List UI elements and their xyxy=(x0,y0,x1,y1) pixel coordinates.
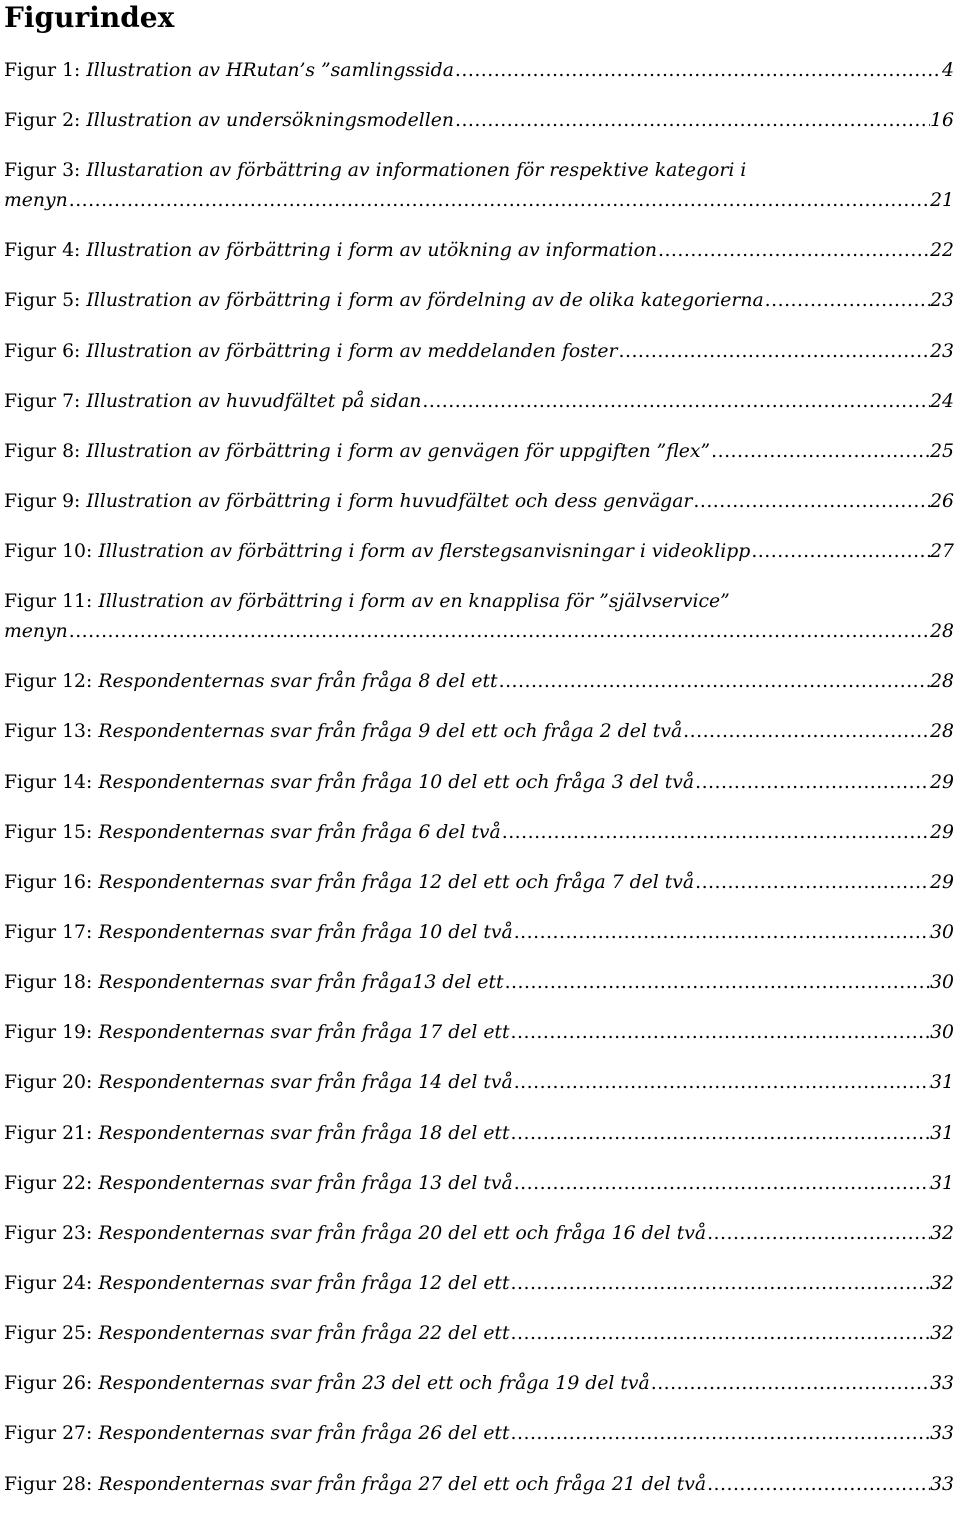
figure-label: Figur 23: xyxy=(4,1222,93,1244)
figure-entry-row xyxy=(4,918,954,948)
figure-title: Respondenternas svar från fråga 10 del ett och fråga 3 del två xyxy=(98,771,695,793)
figure-title: Illustration av förbättring i form av meddelanden foster xyxy=(86,340,618,362)
dot-leader xyxy=(692,487,930,517)
dot-leader xyxy=(501,818,930,848)
figure-label: Figur 7: xyxy=(4,390,81,412)
figure-entry-row xyxy=(4,818,954,848)
figure-title: Respondenternas svar från fråga 12 del ett xyxy=(98,1272,510,1294)
figure-entry-row xyxy=(4,1419,954,1449)
figure-index-list xyxy=(4,56,954,1520)
figure-page-number: 32 xyxy=(930,1323,954,1345)
dot-leader xyxy=(510,1018,931,1048)
figure-entry-row xyxy=(4,106,954,136)
figure-label: Figur 28: xyxy=(4,1473,93,1495)
figure-entry-row xyxy=(4,968,954,998)
figure-page-number: 16 xyxy=(930,110,954,132)
figure-label: Figur 22: xyxy=(4,1172,93,1194)
figure-entry[interactable] xyxy=(4,537,954,587)
figure-entry-row xyxy=(4,717,954,747)
figure-title: Respondenternas svar från fråga 9 del ett och fråga 2 del två xyxy=(98,721,683,743)
figure-label: Figur 10: xyxy=(4,541,93,563)
figure-title: Respondenternas svar från fråga 10 del två xyxy=(98,921,513,943)
figure-entry[interactable] xyxy=(4,1119,954,1169)
figure-title: Respondenternas svar från fråga 20 del ett och fråga 16 del två xyxy=(98,1222,707,1244)
dot-leader xyxy=(513,1169,930,1199)
figure-label: Figur 5: xyxy=(4,290,81,312)
figure-page-number: 4 xyxy=(942,60,954,81)
figure-entry-row xyxy=(4,1068,954,1098)
figure-entry-row xyxy=(4,537,954,567)
dot-leader xyxy=(710,437,930,467)
figure-page-number: 33 xyxy=(930,1423,954,1445)
dot-leader xyxy=(706,1470,930,1500)
figure-title: Illustaration av förbättring av informationen för respektive kategori i xyxy=(86,160,747,182)
figure-title: Illustration av huvudfältet på sidan xyxy=(86,390,422,412)
figure-entry[interactable] xyxy=(4,1219,954,1269)
figure-page-number: 31 xyxy=(930,1072,954,1094)
dot-leader xyxy=(513,918,930,948)
figure-label: Figur 26: xyxy=(4,1373,93,1395)
figure-entry-row xyxy=(4,1119,954,1149)
figure-title: Respondenternas svar från fråga 17 del ett xyxy=(98,1022,510,1044)
figure-entry-row xyxy=(4,1269,954,1299)
figure-page-number: 30 xyxy=(930,972,954,994)
figure-page-number: 27 xyxy=(930,541,954,563)
dot-leader xyxy=(618,337,931,367)
figure-entry[interactable] xyxy=(4,818,954,868)
figure-page-number: 30 xyxy=(930,1022,954,1044)
dot-leader xyxy=(706,1219,930,1249)
figure-title: Respondenternas svar från fråga 12 del ett och fråga 7 del två xyxy=(98,871,695,893)
figure-title: Illustration av förbättring i form av fördelning av de olika kategorierna xyxy=(86,290,764,312)
figure-entry[interactable] xyxy=(4,1068,954,1118)
figure-title: Respondenternas svar från fråga 8 del ett xyxy=(98,671,498,693)
figure-title: Respondenternas svar från fråga 27 del ett och fråga 21 del två xyxy=(98,1473,707,1495)
figure-entry[interactable] xyxy=(4,437,954,487)
figure-entry[interactable] xyxy=(4,1419,954,1469)
dot-leader xyxy=(454,106,930,136)
figure-page-number: 28 xyxy=(930,721,954,743)
figure-entry[interactable] xyxy=(4,1369,954,1419)
dot-leader xyxy=(682,717,930,747)
figure-label: Figur 15: xyxy=(4,821,93,843)
figure-entry-row xyxy=(4,1319,954,1349)
figure-entry-row xyxy=(4,286,954,316)
figure-entry-row xyxy=(4,1169,954,1199)
figure-entry[interactable] xyxy=(4,156,954,236)
figure-label: Figur 16: xyxy=(4,871,93,893)
figure-label: Figur 2: xyxy=(4,110,81,132)
figure-entry-row xyxy=(4,387,954,417)
figure-entry[interactable] xyxy=(4,56,954,106)
figure-entry[interactable] xyxy=(4,1319,954,1369)
dot-leader xyxy=(513,1068,930,1098)
figure-title-continuation: menyn xyxy=(4,621,68,643)
figure-entry-row xyxy=(4,56,954,86)
dot-leader xyxy=(68,617,930,647)
figure-entry[interactable] xyxy=(4,587,954,667)
figure-label: Figur 19: xyxy=(4,1022,93,1044)
figure-page-number: 33 xyxy=(930,1473,954,1495)
figure-entry-row xyxy=(4,1470,954,1500)
figure-label: Figur 17: xyxy=(4,921,93,943)
figure-page-number: 21 xyxy=(930,190,954,212)
figure-page-number: 32 xyxy=(930,1222,954,1244)
figure-page-number: 23 xyxy=(930,290,954,312)
dot-leader xyxy=(657,236,930,266)
figure-entry[interactable] xyxy=(4,868,954,918)
figure-label: Figur 24: xyxy=(4,1272,93,1294)
dot-leader xyxy=(504,968,931,998)
figure-entry[interactable] xyxy=(4,918,954,968)
figure-label: Figur 14: xyxy=(4,771,93,793)
figure-entry-row xyxy=(4,156,954,186)
figure-label: Figur 12: xyxy=(4,671,93,693)
figure-page-number: 23 xyxy=(930,340,954,362)
figure-label: Figur 25: xyxy=(4,1323,93,1345)
figure-label: Figur 11: xyxy=(4,591,93,613)
figure-title: Respondenternas svar från fråga 22 del ett xyxy=(98,1323,510,1345)
dot-leader xyxy=(694,868,930,898)
figure-page-number: 32 xyxy=(930,1272,954,1294)
figure-entry-row xyxy=(4,768,954,798)
dot-leader xyxy=(510,1119,931,1149)
figure-label: Figur 8: xyxy=(4,440,81,462)
dot-leader xyxy=(498,667,931,697)
figure-label: Figur 18: xyxy=(4,972,93,994)
figure-page-number: 22 xyxy=(930,240,954,262)
dot-leader xyxy=(421,387,930,417)
dot-leader xyxy=(764,286,930,316)
figure-entry[interactable] xyxy=(4,236,954,286)
figure-entry[interactable] xyxy=(4,667,954,717)
figure-page-number: 24 xyxy=(930,390,954,412)
figure-page-number: 31 xyxy=(930,1122,954,1144)
figure-label: Figur 20: xyxy=(4,1072,93,1094)
dot-leader xyxy=(650,1369,930,1399)
figure-page-number: 29 xyxy=(930,821,954,843)
figure-title-continuation: menyn xyxy=(4,190,68,212)
figure-page-number: 28 xyxy=(930,621,954,643)
figure-entry-row xyxy=(4,236,954,266)
figure-entry-row xyxy=(4,437,954,467)
dot-leader xyxy=(510,1319,931,1349)
figure-entry-row xyxy=(4,587,954,617)
figure-entry[interactable] xyxy=(4,387,954,437)
figure-entry[interactable] xyxy=(4,1269,954,1319)
figure-label: Figur 4: xyxy=(4,240,81,262)
figure-entry-row xyxy=(4,487,954,517)
figure-title: Respondenternas svar från 23 del ett och fråga 19 del två xyxy=(98,1373,650,1395)
figure-entry[interactable] xyxy=(4,106,954,156)
figure-entry[interactable] xyxy=(4,768,954,818)
dot-leader xyxy=(454,56,942,86)
figure-page-number: 33 xyxy=(930,1373,954,1395)
figure-entry-row xyxy=(4,868,954,898)
figure-label: Figur 9: xyxy=(4,490,81,512)
figure-page-number: 29 xyxy=(930,871,954,893)
figure-label: Figur 27: xyxy=(4,1423,93,1445)
figure-label: Figur 6: xyxy=(4,340,81,362)
figure-entry[interactable] xyxy=(4,487,954,537)
page-title: Figurindex xyxy=(4,1,175,34)
figure-label: Figur 1: xyxy=(4,60,81,81)
figure-page-number: 25 xyxy=(930,440,954,462)
figure-title: Illustration av förbättring i form av genvägen för uppgiften ”flex” xyxy=(86,440,711,462)
figure-title: Respondenternas svar från fråga13 del ett xyxy=(98,972,504,994)
figure-title: Respondenternas svar från fråga 18 del ett xyxy=(98,1122,510,1144)
figure-entry[interactable] xyxy=(4,337,954,387)
figure-label: Figur 13: xyxy=(4,721,93,743)
figure-page-number: 28 xyxy=(930,671,954,693)
figure-entry[interactable] xyxy=(4,1169,954,1219)
figure-entry-row xyxy=(4,1219,954,1249)
figure-page-number: 31 xyxy=(930,1172,954,1194)
figure-title: Illustration av förbättring i form huvudfältet och dess genvägar xyxy=(86,490,693,512)
figure-title: Illustration av undersökningsmodellen xyxy=(86,110,454,132)
figure-page-number: 30 xyxy=(930,921,954,943)
figure-entry-row xyxy=(4,1018,954,1048)
dot-leader xyxy=(510,1269,931,1299)
figure-title: Respondenternas svar från fråga 6 del två xyxy=(98,821,501,843)
dot-leader xyxy=(750,537,930,567)
figure-title: Illustration av förbättring i form av en knapplisa för ”självservice” xyxy=(98,591,730,613)
figure-title: Illustration av förbättring i form av flerstegsanvisningar i videoklipp xyxy=(98,541,751,563)
figure-page-number: 26 xyxy=(930,490,954,512)
figure-entry[interactable] xyxy=(4,286,954,336)
figure-title: Respondenternas svar från fråga 13 del två xyxy=(98,1172,513,1194)
figure-title: Respondenternas svar från fråga 14 del två xyxy=(98,1072,513,1094)
figure-entry-row xyxy=(4,337,954,367)
dot-leader xyxy=(510,1419,931,1449)
figure-entry-continuation xyxy=(4,186,954,216)
figure-title: Respondenternas svar från fråga 26 del ett xyxy=(98,1423,510,1445)
figure-entry-row xyxy=(4,667,954,697)
figure-entry[interactable] xyxy=(4,968,954,1018)
figure-title: Illustration av förbättring i form av utökning av information xyxy=(86,240,657,262)
figure-title: Illustration av HRutan’s ”samlingssida xyxy=(86,60,454,81)
dot-leader xyxy=(68,186,930,216)
figure-entry[interactable] xyxy=(4,1470,954,1520)
figure-entry[interactable] xyxy=(4,717,954,767)
figure-entry-continuation xyxy=(4,617,954,647)
figure-page-number: 29 xyxy=(930,771,954,793)
figure-label: Figur 3: xyxy=(4,160,81,182)
figure-label: Figur 21: xyxy=(4,1122,93,1144)
dot-leader xyxy=(694,768,930,798)
figure-entry-row xyxy=(4,1369,954,1399)
figure-entry[interactable] xyxy=(4,1018,954,1068)
